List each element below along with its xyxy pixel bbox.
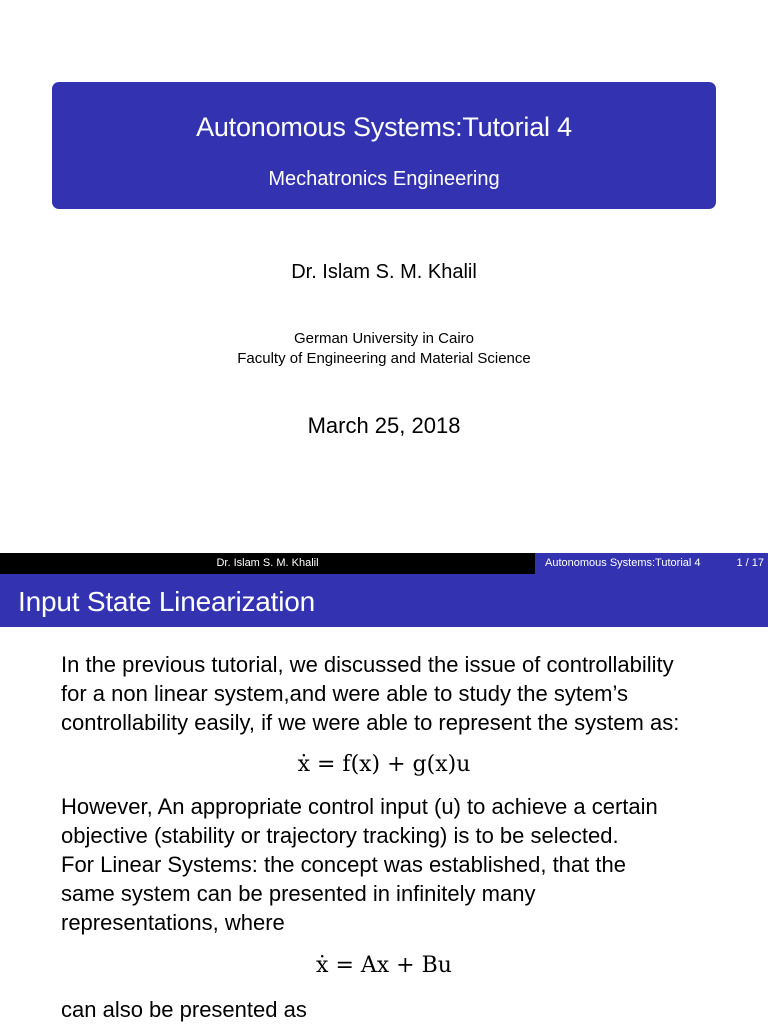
paragraph-line: representations, where — [61, 910, 285, 935]
footer-author-box — [0, 553, 535, 574]
paragraph-3: can also be presented as — [61, 997, 307, 1022]
footer-title: Autonomous Systems:Tutorial 4 — [545, 557, 701, 569]
presentation-title: Autonomous Systems:Tutorial 4 — [196, 112, 572, 142]
footer-author: Dr. Islam S. M. Khalil — [216, 557, 319, 569]
paragraph-line: objective (stability or trajectory tracking) is to be selected. — [61, 823, 619, 848]
presentation-subtitle: Mechatronics Engineering — [268, 168, 500, 190]
title-block — [52, 82, 716, 209]
footer-title-box — [535, 553, 768, 574]
paragraph-line: For Linear Systems: the concept was established, that the — [61, 852, 626, 877]
institute-line-1: German University in Cairo — [293, 330, 475, 347]
institute — [0, 329, 768, 369]
paragraph-line: controllability easily, if we were able to represent the system as: — [61, 710, 680, 735]
equation-linear: ẋ = Ax + Bu — [316, 953, 452, 978]
paragraph-1 — [61, 650, 751, 737]
presentation-date: March 25, 2018 — [307, 413, 461, 438]
frame-title: Input State Linearization — [18, 586, 315, 617]
page-number: 1 / 17 — [736, 557, 764, 569]
frame-title-bar — [0, 574, 768, 627]
paragraph-2 — [61, 792, 751, 937]
paragraph-line: However, An appropriate control input (u) to achieve a certain — [61, 794, 658, 819]
paragraph-line: for a non linear system,and were able to study the sytem’s — [61, 681, 628, 706]
institute-line-2: Faculty of Engineering and Material Science — [237, 350, 531, 367]
equation-nonlinear: ẋ = f(x) + g(x)u — [297, 752, 471, 777]
slide-footer — [0, 553, 768, 574]
paragraph-line: In the previous tutorial, we discussed the issue of controllability — [61, 652, 674, 677]
paragraph-line: same system can be presented in infinitely many — [61, 881, 536, 906]
author-name: Dr. Islam S. M. Khalil — [291, 261, 477, 283]
